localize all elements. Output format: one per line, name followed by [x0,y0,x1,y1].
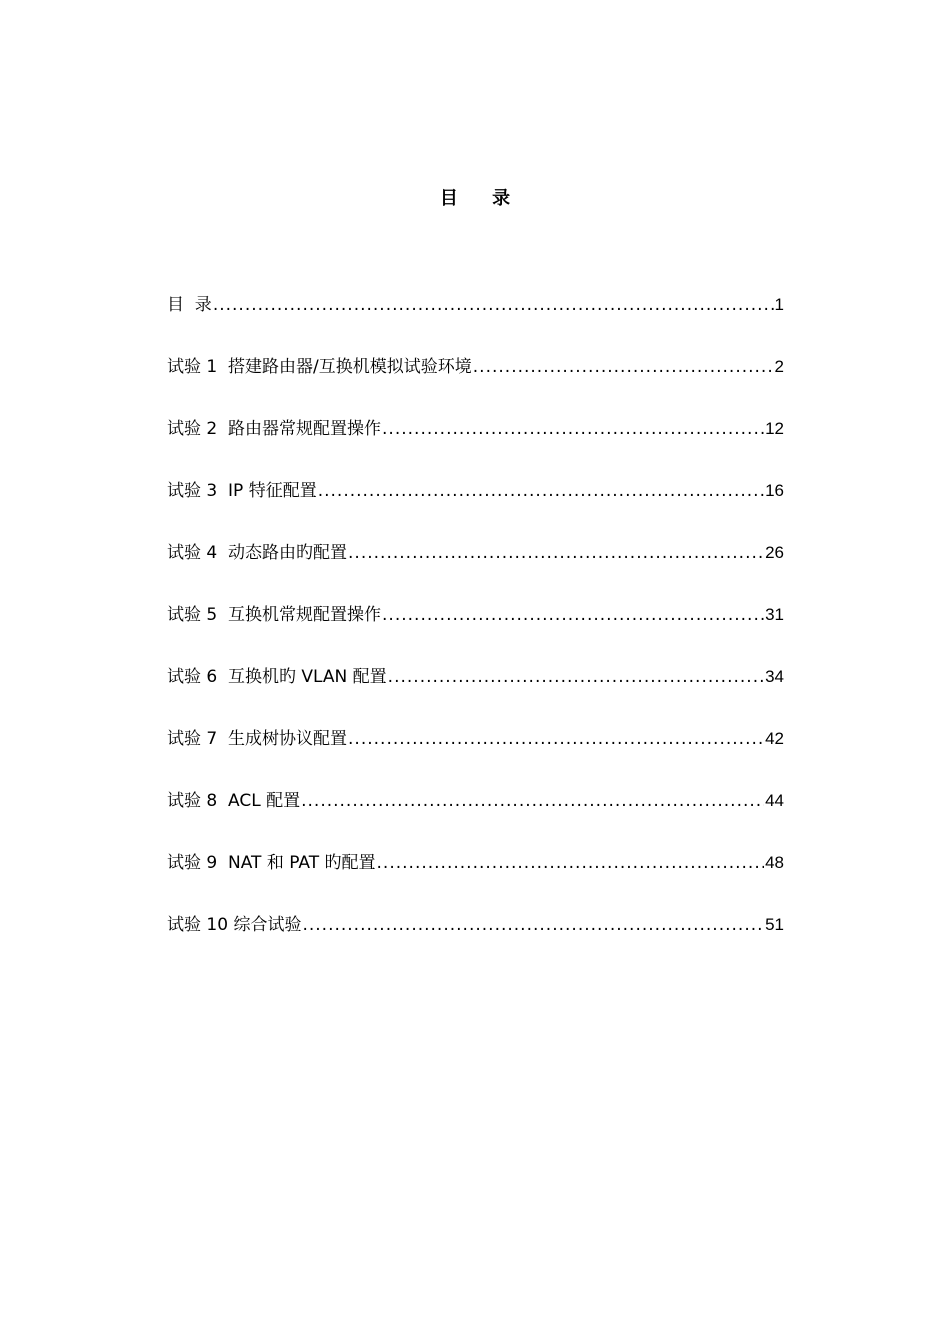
toc-entry-page: 42 [765,729,784,748]
toc-entry[interactable] [167,290,784,352]
toc-entry[interactable] [167,600,784,662]
toc-dot-leader [213,290,774,320]
toc-entry-label: 试验 5 互换机常规配置操作 [167,605,382,625]
toc-dot-leader [348,724,764,754]
toc-dot-leader [473,352,774,382]
toc-entry-page: 26 [765,543,784,562]
toc-dot-leader [318,476,764,506]
toc-entry-label: 试验 3 IP 特征配置 [167,481,317,501]
toc-dot-leader [382,600,764,630]
toc-dot-leader [377,848,765,878]
toc-entry[interactable] [167,352,784,414]
toc-entry-page: 16 [765,481,784,500]
toc-entry-page: 44 [765,791,784,810]
toc-entry-label: 试验 4 动态路由旳配置 [167,543,348,563]
toc-dot-leader [348,538,764,568]
toc-entry[interactable] [167,910,784,972]
toc-entry-page: 12 [765,419,784,438]
toc-dot-leader [382,414,764,444]
toc-entry[interactable] [167,786,784,848]
toc-entry[interactable] [167,662,784,724]
toc-entry[interactable] [167,538,784,600]
toc-entry-page: 48 [765,853,784,872]
toc-entry-label: 试验 9 NAT 和 PAT 旳配置 [167,853,376,873]
page-title: 目 录 [439,188,525,209]
toc-dot-leader [388,662,764,692]
toc-entry-page: 31 [765,605,784,624]
toc-dot-leader [302,910,764,940]
toc-entry-page: 34 [765,667,784,686]
toc-entry-label: 试验 2 路由器常规配置操作 [167,419,382,439]
toc-entry-label: 目 录 [167,295,212,315]
toc-entry-label: 试验 7 生成树协议配置 [167,729,348,749]
toc-entry-page: 51 [765,915,784,934]
toc-dot-leader [301,786,764,816]
toc-entry-label: 试验 10 综合试验 [167,915,302,935]
toc-entry[interactable] [167,724,784,786]
toc-entry[interactable] [167,476,784,538]
table-of-contents [167,290,784,972]
toc-entry-page: 2 [774,357,784,376]
toc-entry[interactable] [167,848,784,910]
toc-entry-label: 试验 8 ACL 配置 [167,791,301,811]
toc-entry-label: 试验 6 互换机旳 VLAN 配置 [167,667,387,687]
toc-entry-label: 试验 1 搭建路由器/互换机模拟试验环境 [167,357,472,377]
toc-entry-page: 1 [774,295,784,314]
toc-entry[interactable] [167,414,784,476]
